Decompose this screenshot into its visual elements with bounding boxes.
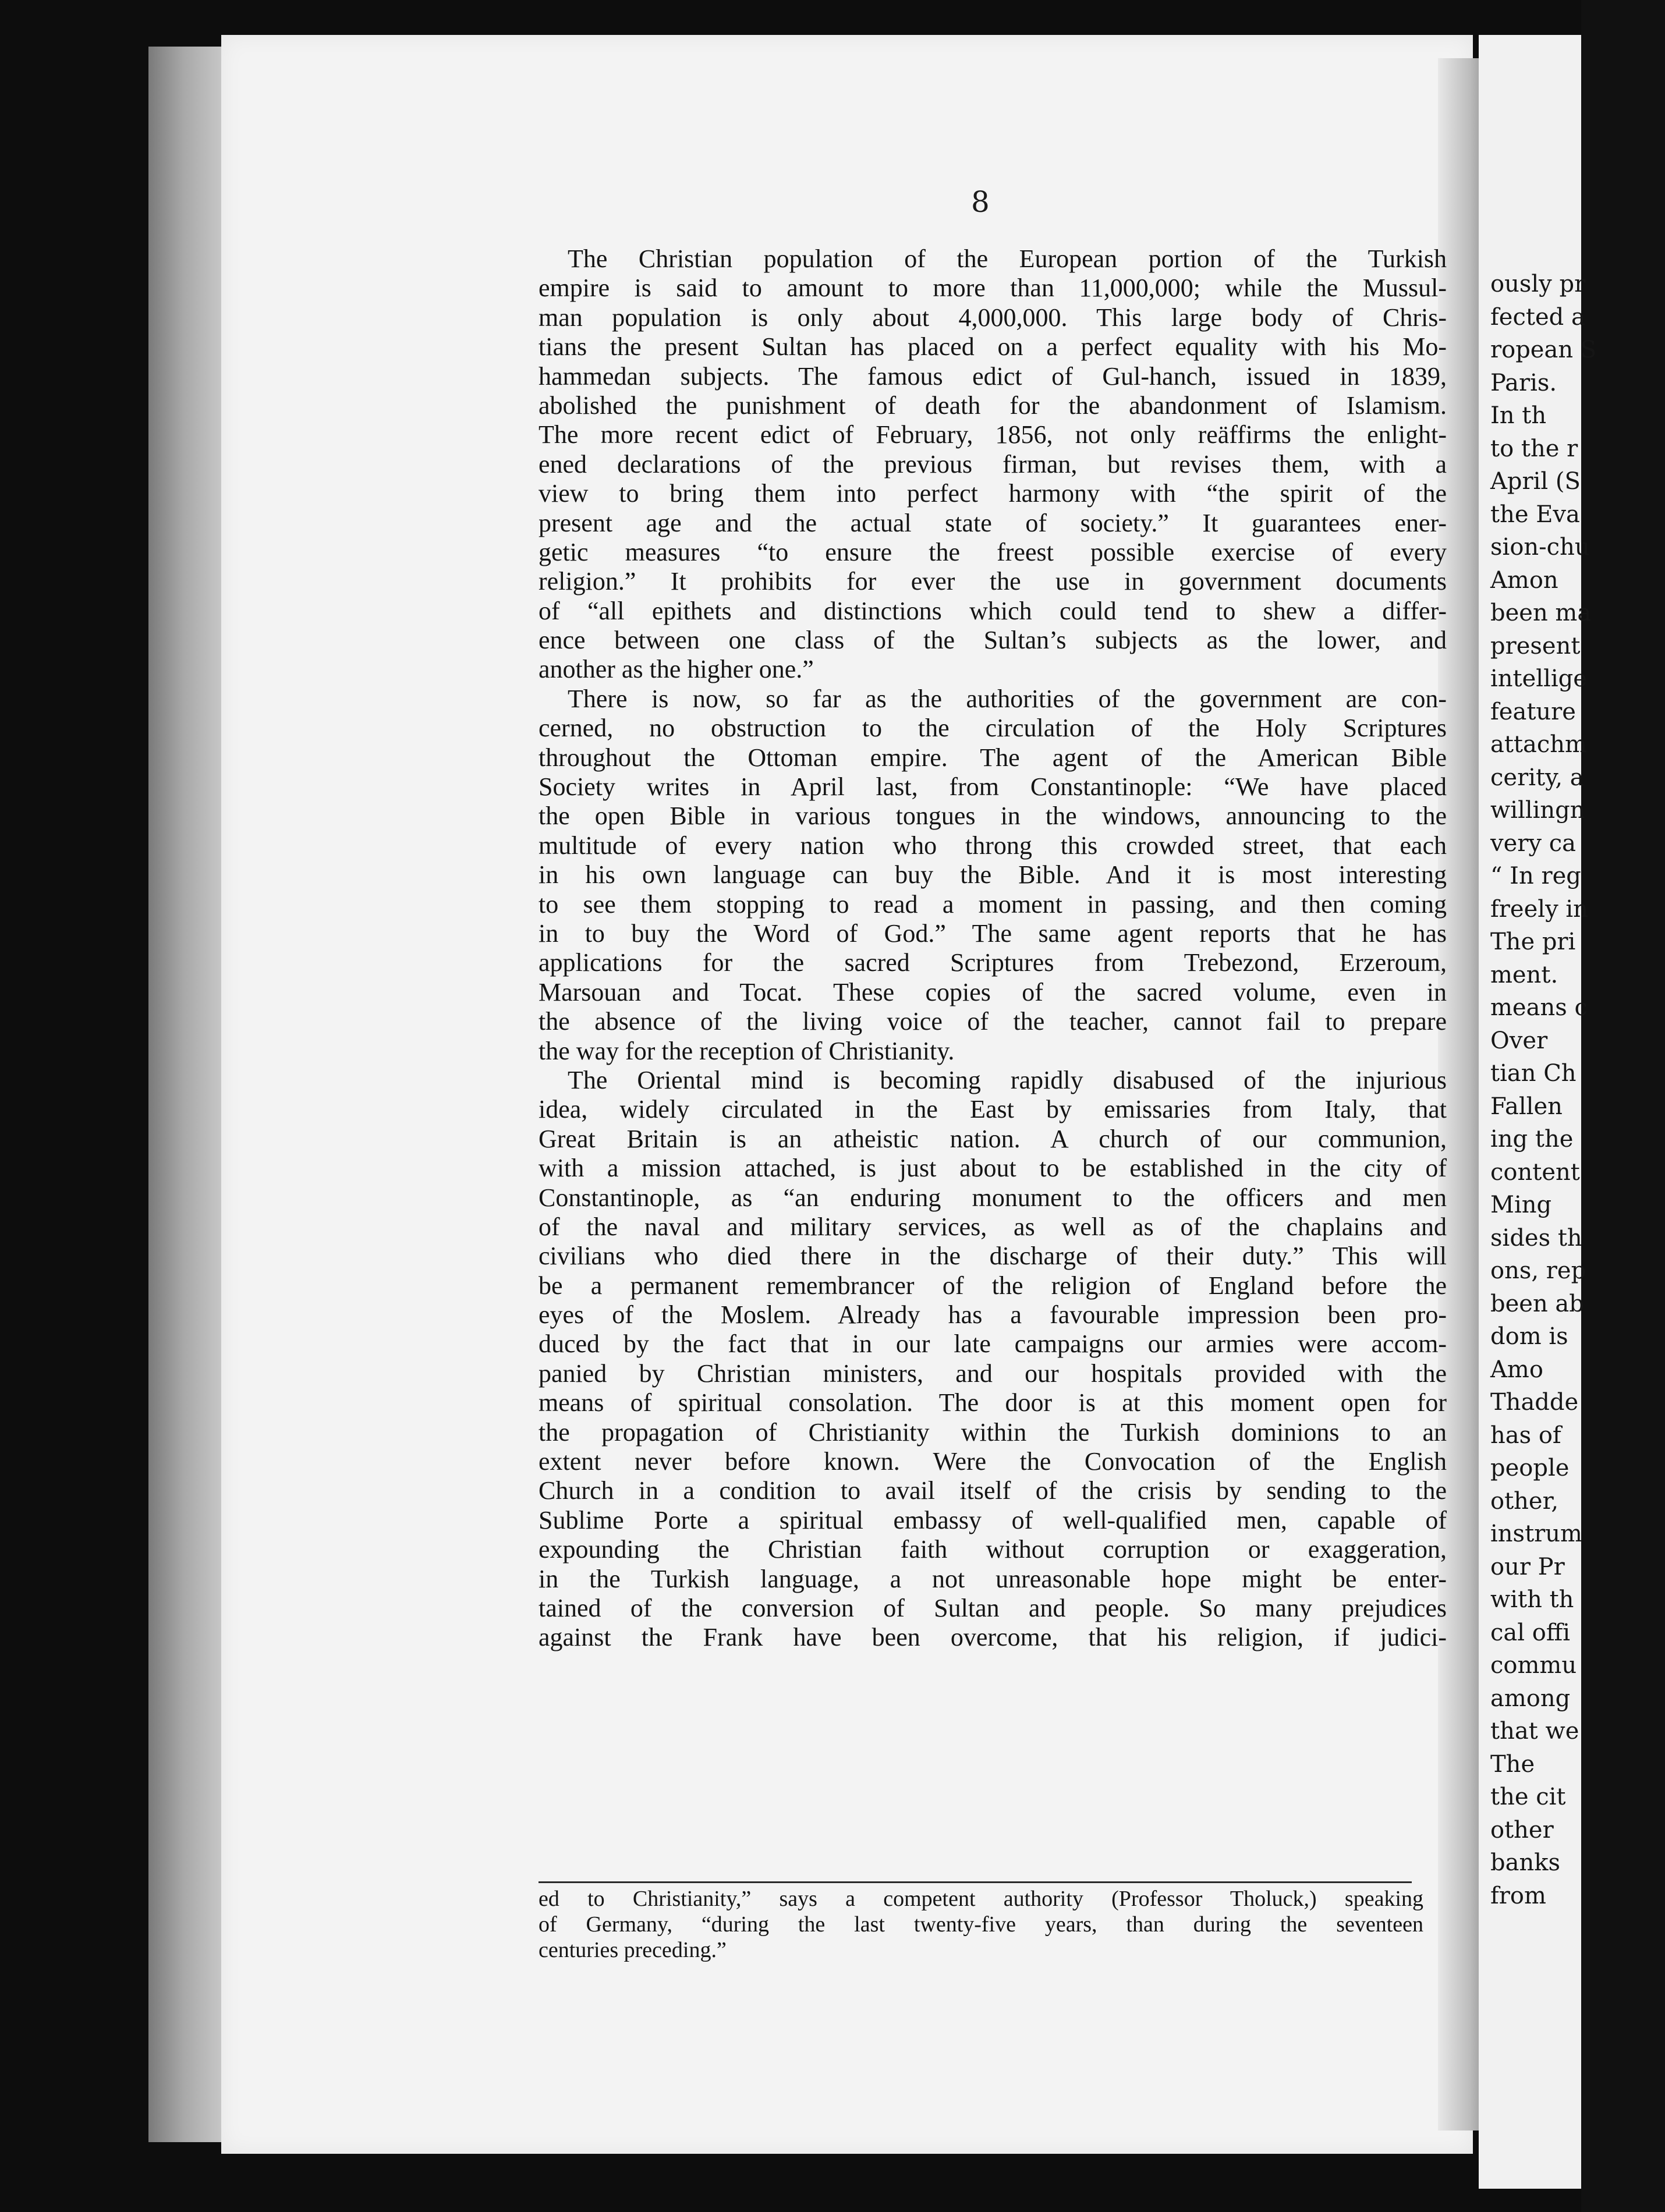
footnote-divider <box>539 1881 1412 1883</box>
facing-page-line: cerity, a <box>1490 764 1584 791</box>
facing-page-line: people <box>1490 1455 1570 1481</box>
page-number: 8 <box>971 185 990 219</box>
facing-page-line: Over <box>1490 1027 1548 1054</box>
facing-page-line: among <box>1490 1685 1571 1712</box>
facing-page-line: Ming <box>1490 1192 1552 1218</box>
facing-page-line: means c <box>1490 994 1588 1021</box>
footnote-line: ed to Christianity,” says a competent authority (Professor Tholuck,) speaking <box>539 1887 1423 1911</box>
text-line: multitude of every nation who throng this crowded street, that each <box>539 831 1447 860</box>
text-line: applications for the sacred Scriptures from Trebezond, Erzeroum, <box>539 948 1447 977</box>
text-line: Church in a condition to avail itself of the crisis by sending to the <box>539 1476 1447 1505</box>
text-line: the way for the reception of Christianity. <box>539 1036 955 1065</box>
text-line: means of spiritual consolation. The door is at this moment open for <box>539 1388 1447 1417</box>
text-line: ened declarations of the previous firman, but revises them, with a <box>539 449 1447 478</box>
facing-page-line: Paris. <box>1490 369 1557 396</box>
facing-page-line: the cit <box>1490 1784 1566 1810</box>
text-line: man population is only about 4,000,000. This large body of Chris- <box>539 303 1447 332</box>
footnote <box>539 1886 1423 1963</box>
facing-page-line: present <box>1490 632 1581 660</box>
text-line: cerned, no obstruction to the circulation of the Holy Scriptures <box>539 714 1447 743</box>
facing-page-line: sion-chu <box>1490 534 1590 561</box>
text-line: to see them stopping to read a moment in passing, and then coming <box>539 889 1447 919</box>
facing-page-line: with th <box>1490 1586 1574 1613</box>
facing-page-line: willingn <box>1490 797 1585 824</box>
facing-page-line: ropean S <box>1490 336 1597 363</box>
text-line: The Oriental mind is becoming rapidly disabused of the injurious <box>568 1065 1447 1094</box>
facing-page-line: attachm <box>1490 731 1587 758</box>
text-line: idea, widely circulated in the East by emissaries from Italy, that <box>539 1095 1447 1124</box>
text-line: panied by Christian ministers, and our hospitals provided with the <box>539 1359 1447 1388</box>
facing-page-line: Amon <box>1490 566 1558 594</box>
facing-page-line: to the r <box>1490 435 1578 462</box>
facing-page-line: ously pr <box>1490 271 1586 297</box>
facing-page-line: other, <box>1490 1487 1559 1515</box>
text-line: tians the present Sultan has placed on a perfect equality with his Mo- <box>539 332 1447 361</box>
text-line: view to bring them into perfect harmony with “the spirit of the <box>539 479 1447 508</box>
facing-page-line: sides th <box>1490 1224 1582 1252</box>
text-line: another as the higher one.” <box>539 655 814 684</box>
text-line: be a permanent remembrancer of the religion of England before the <box>539 1271 1447 1300</box>
text-line: religion.” It prohibits for ever the use in government documents <box>539 567 1447 596</box>
facing-page-line: ment. <box>1490 961 1558 988</box>
facing-page-line: ing the <box>1490 1126 1574 1153</box>
text-line: Great Britain is an atheistic nation. A church of our communion, <box>539 1124 1447 1153</box>
text-line: getic measures “to ensure the freest possible exercise of every <box>539 537 1447 566</box>
facing-page-line: Fallen <box>1490 1093 1563 1120</box>
text-line: ence between one class of the Sultan’s subjects as the lower, and <box>539 626 1447 655</box>
facing-page-line: content <box>1490 1158 1580 1186</box>
facing-page-line: In th <box>1490 402 1547 429</box>
facing-page-line: has of <box>1490 1422 1561 1449</box>
facing-page-line: The pri <box>1490 928 1576 955</box>
facing-page-line: feature <box>1490 698 1576 725</box>
facing-page-line: commu <box>1490 1652 1577 1679</box>
text-line: The Christian population of the European portion of the Turkish <box>568 244 1447 273</box>
footnote-line: centuries preceding.” <box>539 1938 727 1962</box>
facing-page-line: The <box>1490 1750 1535 1778</box>
text-line: Constantinople, as “an enduring monument to the officers and men <box>539 1183 1447 1212</box>
facing-page-line: our Pr <box>1490 1553 1565 1580</box>
facing-page-line: very ca <box>1490 830 1576 857</box>
text-line: with a mission attached, is just about to be established in the city of <box>539 1154 1447 1183</box>
facing-page-line: tian Ch <box>1490 1060 1577 1087</box>
facing-page-line: that we <box>1490 1718 1579 1745</box>
text-line: tained of the conversion of Sultan and people. So many prejudices <box>539 1593 1447 1622</box>
facing-page-line: instrum <box>1490 1520 1582 1547</box>
text-line: the propagation of Christianity within the Turkish dominions to an <box>539 1417 1447 1447</box>
text-line: the absence of the living voice of the teacher, cannot fail to prepare <box>539 1007 1447 1036</box>
text-line: of the naval and military services, as well as of the chaplains and <box>539 1212 1447 1241</box>
facing-page-line: from <box>1490 1882 1546 1909</box>
text-line: hammedan subjects. The famous edict of Gul-hanch, issued in 1839, <box>539 361 1447 391</box>
text-line: extent never before known. Were the Convocation of the English <box>539 1447 1447 1476</box>
text-line: empire is said to amount to more than 11,000,000; while the Mussul- <box>539 274 1447 303</box>
text-line: There is now, so far as the authorities of the government are con- <box>568 684 1447 713</box>
facing-page-line: other <box>1490 1816 1554 1844</box>
facing-page-line: been ab <box>1490 1290 1584 1317</box>
facing-page-line: banks <box>1490 1849 1560 1876</box>
text-line: abolished the punishment of death for the abandonment of Islamism. <box>539 391 1447 420</box>
text-line: in his own language can buy the Bible. And it is most interesting <box>539 860 1447 889</box>
text-line: Society writes in April last, from Constantinople: “We have placed <box>539 772 1447 802</box>
facing-page-line: fected a <box>1490 303 1585 331</box>
page-body-text <box>539 244 1447 1653</box>
facing-page <box>1479 35 1597 2189</box>
facing-page-text <box>1490 268 1665 1912</box>
facing-page-line: Thadde <box>1490 1389 1579 1416</box>
text-line: the open Bible in various tongues in the windows, announcing to the <box>539 802 1447 831</box>
footnote-line: of Germany, “during the last twenty-five years, than during the seventeen <box>539 1912 1423 1937</box>
facing-page-line: freely in <box>1490 895 1588 923</box>
text-line: present age and the actual state of society.” It guarantees ener- <box>539 508 1447 537</box>
facing-page-line: intellige <box>1490 665 1587 692</box>
text-line: eyes of the Moslem. Already has a favourable impression been pro- <box>539 1300 1447 1330</box>
text-line: duced by the fact that in our late campaigns our armies were accom- <box>539 1330 1447 1359</box>
facing-page-line: Amo <box>1490 1356 1543 1383</box>
text-line: civilians who died there in the discharge of their duty.” This will <box>539 1242 1447 1271</box>
facing-page-line: ons, rep <box>1490 1257 1586 1284</box>
facing-page-line: been ma <box>1490 600 1592 626</box>
text-line: of “all epithets and distinctions which could tend to shew a differ- <box>539 596 1447 625</box>
text-line: against the Frank have been overcome, that his religion, if judici- <box>539 1623 1447 1652</box>
facing-page-line: the Eva <box>1490 501 1580 528</box>
facing-page-line: dom is <box>1490 1323 1568 1350</box>
text-line: Marsouan and Tocat. These copies of the sacred volume, even in <box>539 977 1447 1006</box>
text-line: in the Turkish language, a not unreasonable hope might be enter- <box>539 1564 1447 1593</box>
facing-page-line: cal offi <box>1490 1619 1571 1646</box>
text-line: in to buy the Word of God.” The same agent reports that he has <box>539 919 1447 948</box>
facing-page-line: April (S <box>1490 468 1581 495</box>
text-line: Sublime Porte a spiritual embassy of well-qualified men, capable of <box>539 1505 1447 1534</box>
text-line: expounding the Christian faith without corruption or exaggeration, <box>539 1535 1447 1564</box>
text-line: throughout the Ottoman empire. The agent of the American Bible <box>539 743 1447 772</box>
text-line: The more recent edict of February, 1856, not only reäffirms the enlight- <box>539 420 1447 449</box>
facing-page-line: “ In reg <box>1490 863 1581 889</box>
